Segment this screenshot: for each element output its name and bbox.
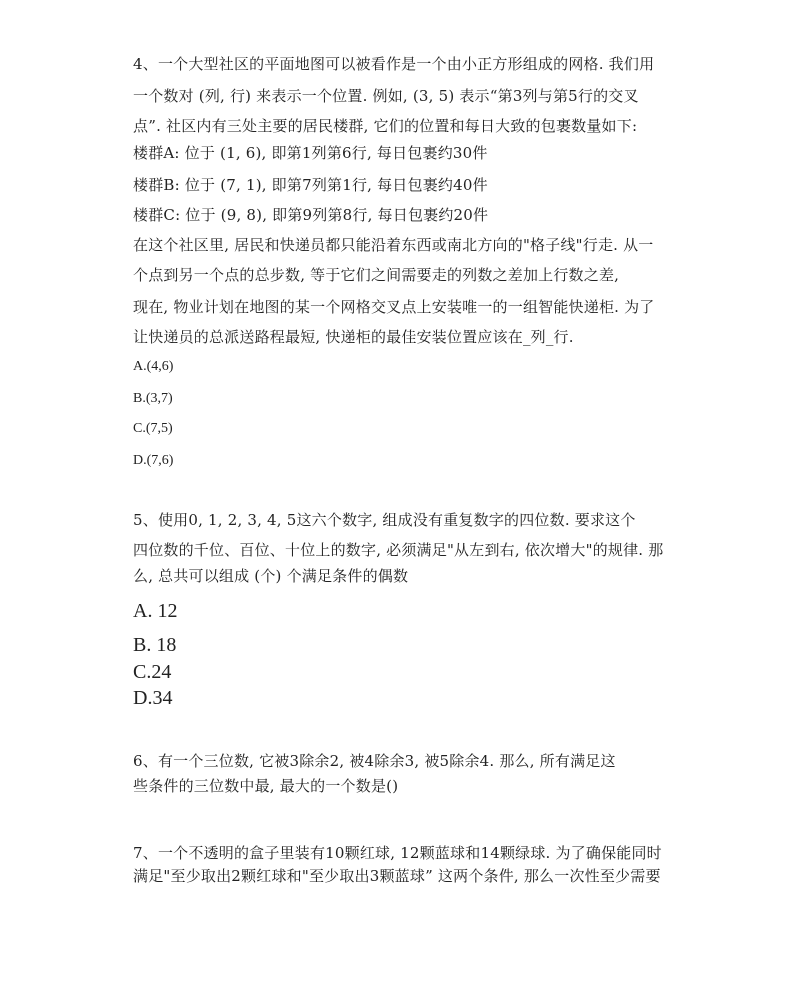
q5-option-b: B. 18 (133, 634, 177, 656)
q4-option-d: D.(7,6) (133, 453, 174, 468)
q4-line-6: 楼群C: 位于 (9, 8), 即第9列第8行, 每日包裹约20件 (133, 206, 489, 224)
q6-line-2: 些条件的三位数中最, 最大的一个数是() (133, 777, 399, 795)
q7-line-1: 7、一个不透明的盒子里装有10颗红球, 12颗蓝球和14颗绿球. 为了确保能同时 (133, 844, 662, 862)
q4-option-c: C.(7,5) (133, 421, 173, 436)
q4-line-3: 点”. 社区内有三处主要的居民楼群, 它们的位置和每日大致的包裹数量如下: (133, 117, 638, 135)
q5-line-1: 5、使用0, 1, 2, 3, 4, 5这六个数字, 组成没有重复数字的四位数. 要求这个 (133, 511, 636, 529)
q4-line-10: 让快递员的总派送路程最短, 快递柜的最佳安装位置应该在_列_行. (133, 328, 574, 346)
q4-line-7: 在这个社区里, 居民和快递员都只能沿着东西或南北方向的"格子线"行走. 从一 (133, 236, 654, 254)
q4-line-1: 4、一个大型社区的平面地图可以被看作是一个由小正方形组成的网格. 我们用 (133, 55, 655, 73)
q4-line-4: 楼群A: 位于 (1, 6), 即第1列第6行, 每日包裹约30件 (133, 144, 488, 162)
q7-line-2: 满足"至少取出2颗红球和"至少取出3颗蓝球” 这两个条件, 那么一次性至少需要 (133, 867, 661, 885)
q5-option-c: C.24 (133, 661, 172, 683)
q4-line-8: 个点到另一个点的总步数, 等于它们之间需要走的列数之差加上行数之差, (133, 266, 620, 284)
q4-line-5: 楼群B: 位于 (7, 1), 即第7列第1行, 每日包裹约40件 (133, 176, 488, 194)
q5-option-a: A. 12 (133, 600, 178, 622)
q4-line-9: 现在, 物业计划在地图的某一个网格交叉点上安装唯一的一组智能快递柜. 为了 (133, 298, 655, 316)
q6-line-1: 6、有一个三位数, 它被3除余2, 被4除余3, 被5除余4. 那么, 所有满足这 (133, 752, 616, 770)
q5-option-d: D.34 (133, 687, 173, 709)
q4-option-a: A.(4,6) (133, 359, 174, 374)
q5-line-2: 四位数的千位、百位、十位上的数字, 必须满足"从左到右, 依次增大"的规律. 那 (133, 541, 664, 559)
q4-line-2: 一个数对 (列, 行) 来表示一个位置. 例如, (3, 5) 表示“第3列与第5行的交叉 (133, 87, 639, 105)
q4-option-b: B.(3,7) (133, 391, 173, 406)
q5-line-3: 么, 总共可以组成 (个) 个满足条件的偶数 (133, 567, 409, 585)
